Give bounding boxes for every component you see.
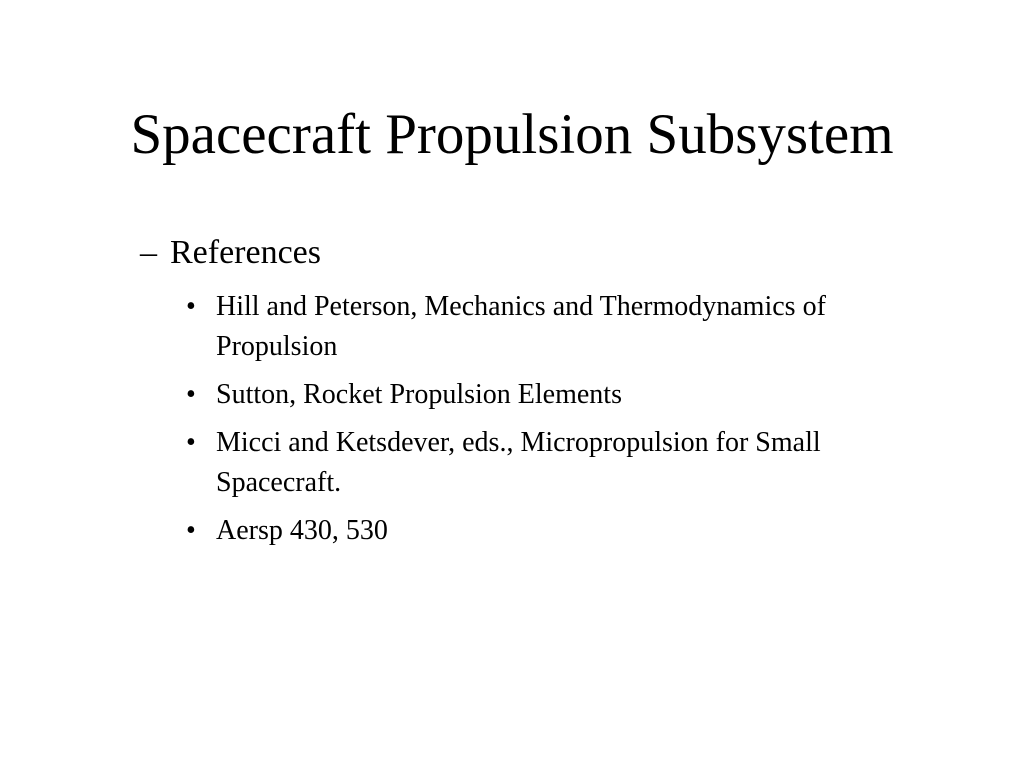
list-item (186, 511, 946, 551)
list-item (186, 375, 946, 415)
dash-marker: – (140, 234, 157, 271)
reference-text: Aersp 430, 530 (216, 515, 388, 546)
list-item (186, 287, 946, 367)
bullet-marker: • (186, 379, 196, 410)
reference-text: Micci and Ketsdever, eds., Micropropulsion for Small Spacecraft. (216, 427, 821, 498)
references-list (186, 287, 946, 559)
reference-text: Hill and Peterson, Mechanics and Thermodynamics of Propulsion (216, 291, 826, 362)
bullet-marker: • (186, 291, 196, 322)
references-label: References (170, 234, 322, 271)
bullet-marker: • (186, 427, 196, 458)
slide-title: Spacecraft Propulsion Subsystem (130, 103, 894, 166)
list-item (186, 423, 946, 503)
references-heading (140, 232, 321, 274)
reference-text: Sutton, Rocket Propulsion Elements (216, 379, 622, 410)
bullet-marker: • (186, 515, 196, 546)
